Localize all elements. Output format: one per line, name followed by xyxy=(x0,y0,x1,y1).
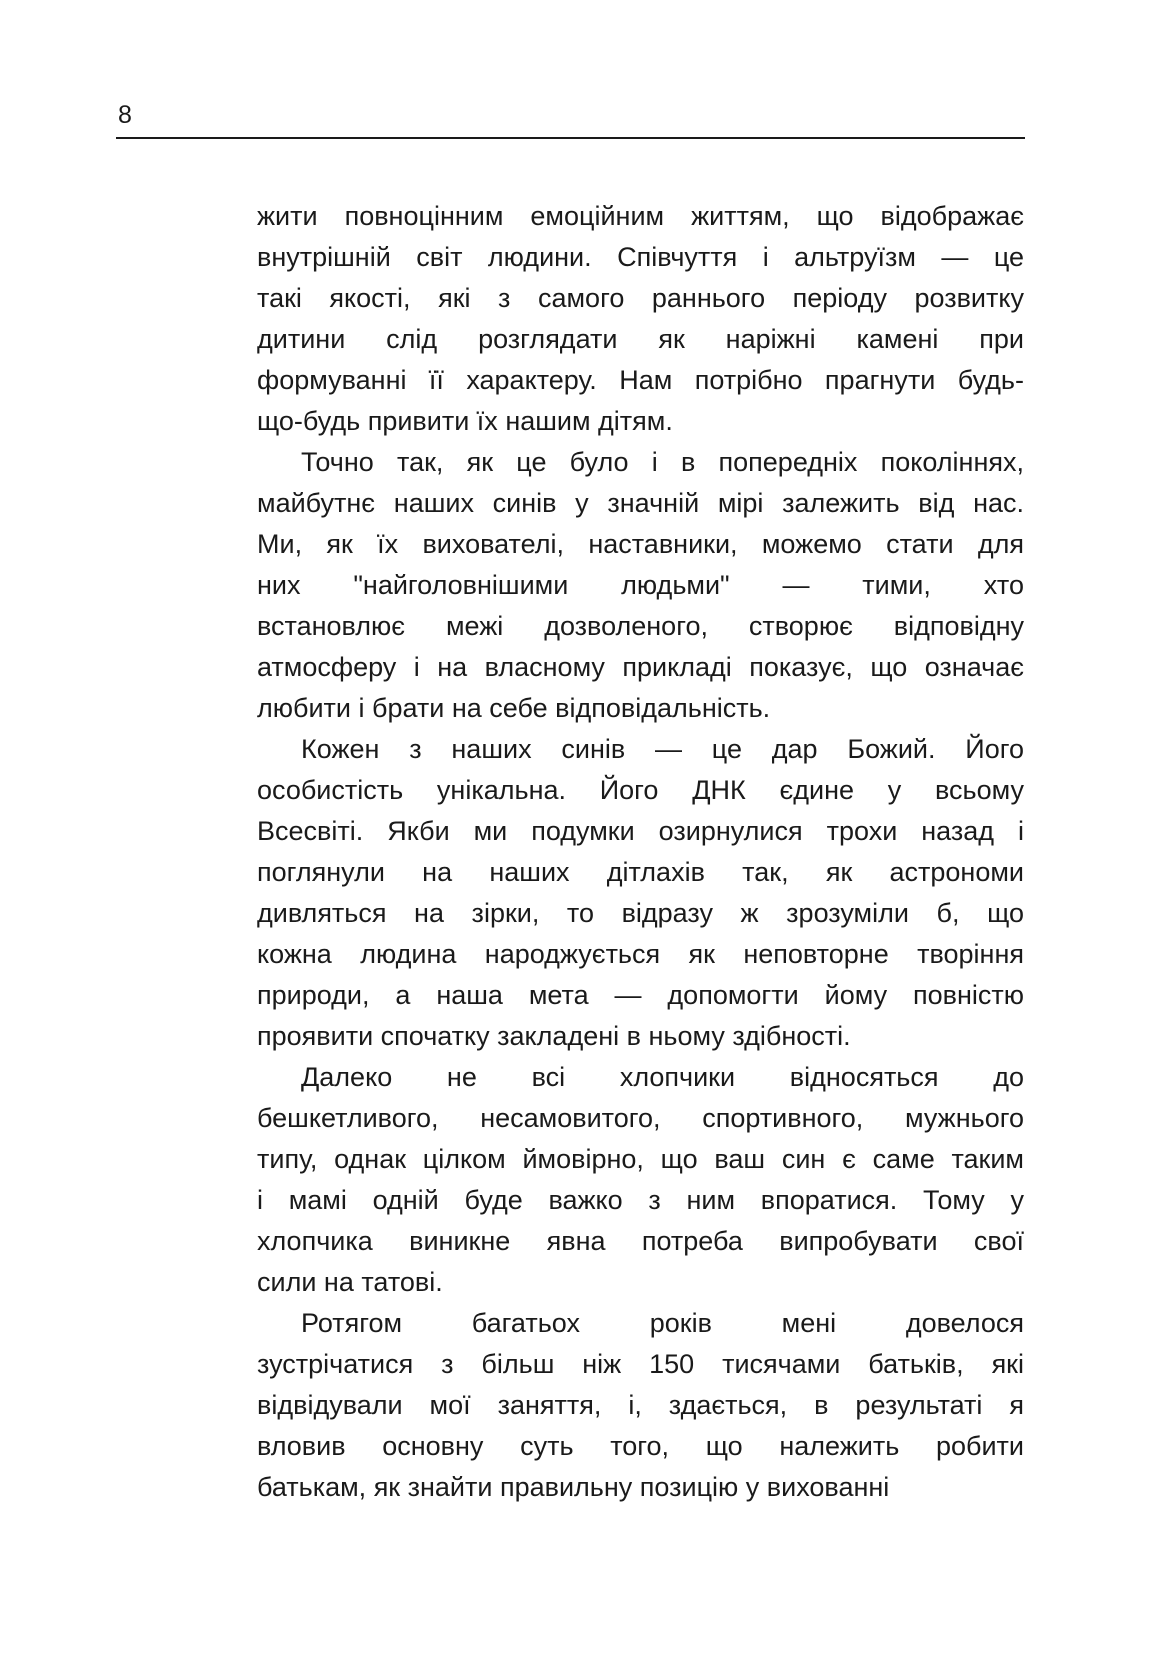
text-line: встановлює межі дозволеного, створює відповідну xyxy=(257,611,1024,641)
text-line: Точно так, як це було і в попередніх поколіннях, xyxy=(301,447,1024,477)
text-line: внутрішній світ людини. Співчуття і альтруїзм — це xyxy=(257,242,1024,272)
text-line: жити повноцінним емоційним життям, що відображає xyxy=(257,201,1024,231)
text-line: атмосферу і на власному прикладі показує, що означає xyxy=(257,652,1024,682)
text-line: поглянули на наших дітлахів так, як астрономи xyxy=(257,857,1024,887)
text-line: майбутнє наших синів у значній мірі залежить від нас. xyxy=(257,488,1024,518)
paragraph xyxy=(257,729,1024,1057)
text-line: проявити спочатку закладені в ньому здібності. xyxy=(257,1021,851,1051)
text-line: і мамі одній буде важко з ним впоратися. Тому у xyxy=(257,1185,1024,1215)
text-line: сили на татові. xyxy=(257,1267,443,1297)
text-line: бешкетливого, несамовитого, спортивного, мужнього xyxy=(257,1103,1024,1133)
text-line: формуванні її характеру. Нам потрібно прагнути будь- xyxy=(257,365,1024,395)
text-line: вловив основну суть того, що належить робити xyxy=(257,1431,1024,1461)
paragraph xyxy=(257,1057,1024,1303)
text-line: них "найголовнішими людьми" — тими, хто xyxy=(257,570,1024,600)
paragraph xyxy=(257,196,1024,442)
text-line: Далеко не всі хлопчики відносяться до xyxy=(301,1062,1024,1092)
paragraph xyxy=(257,1303,1024,1508)
text-line: типу, однак цілком ймовірно, що ваш син є саме таким xyxy=(257,1144,1024,1174)
text-line: дивляться на зірки, то відразу ж зрозуміли б, що xyxy=(257,898,1024,928)
text-line: зустрічатися з більш ніж 150 тисячами батьків, які xyxy=(257,1349,1024,1379)
text-line: любити і брати на себе відповідальність. xyxy=(257,693,771,723)
text-line: відвідували мої заняття, і, здається, в результаті я xyxy=(257,1390,1024,1420)
text-line: кожна людина народжується як неповторне творіння xyxy=(257,939,1024,969)
text-line: особистість унікальна. Його ДНК єдине у всьому xyxy=(257,775,1024,805)
text-line: дитини слід розглядати як наріжні камені при xyxy=(257,324,1024,354)
text-line: такі якості, які з самого раннього періоду розвитку xyxy=(257,283,1024,313)
text-line: батькам, як знайти правильну позицію у вихованні xyxy=(257,1472,890,1502)
text-line: Ми, як їх вихователі, наставники, можемо стати для xyxy=(257,529,1024,559)
text-line: що-будь привити їх нашим дітям. xyxy=(257,406,673,436)
paragraph xyxy=(257,442,1024,729)
text-line: Ротягом багатьох років мені довелося xyxy=(301,1308,1024,1338)
header-rule xyxy=(116,137,1025,139)
text-line: Всесвіті. Якби ми подумки озирнулися трохи назад і xyxy=(257,816,1024,846)
text-line: природи, а наша мета — допомогти йому повністю xyxy=(257,980,1024,1010)
page-number: 8 xyxy=(118,101,132,129)
text-line: Кожен з наших синів — це дар Божий. Його xyxy=(301,734,1024,764)
text-line: хлопчика виникне явна потреба випробувати свої xyxy=(257,1226,1024,1256)
body-text xyxy=(257,196,1024,1508)
